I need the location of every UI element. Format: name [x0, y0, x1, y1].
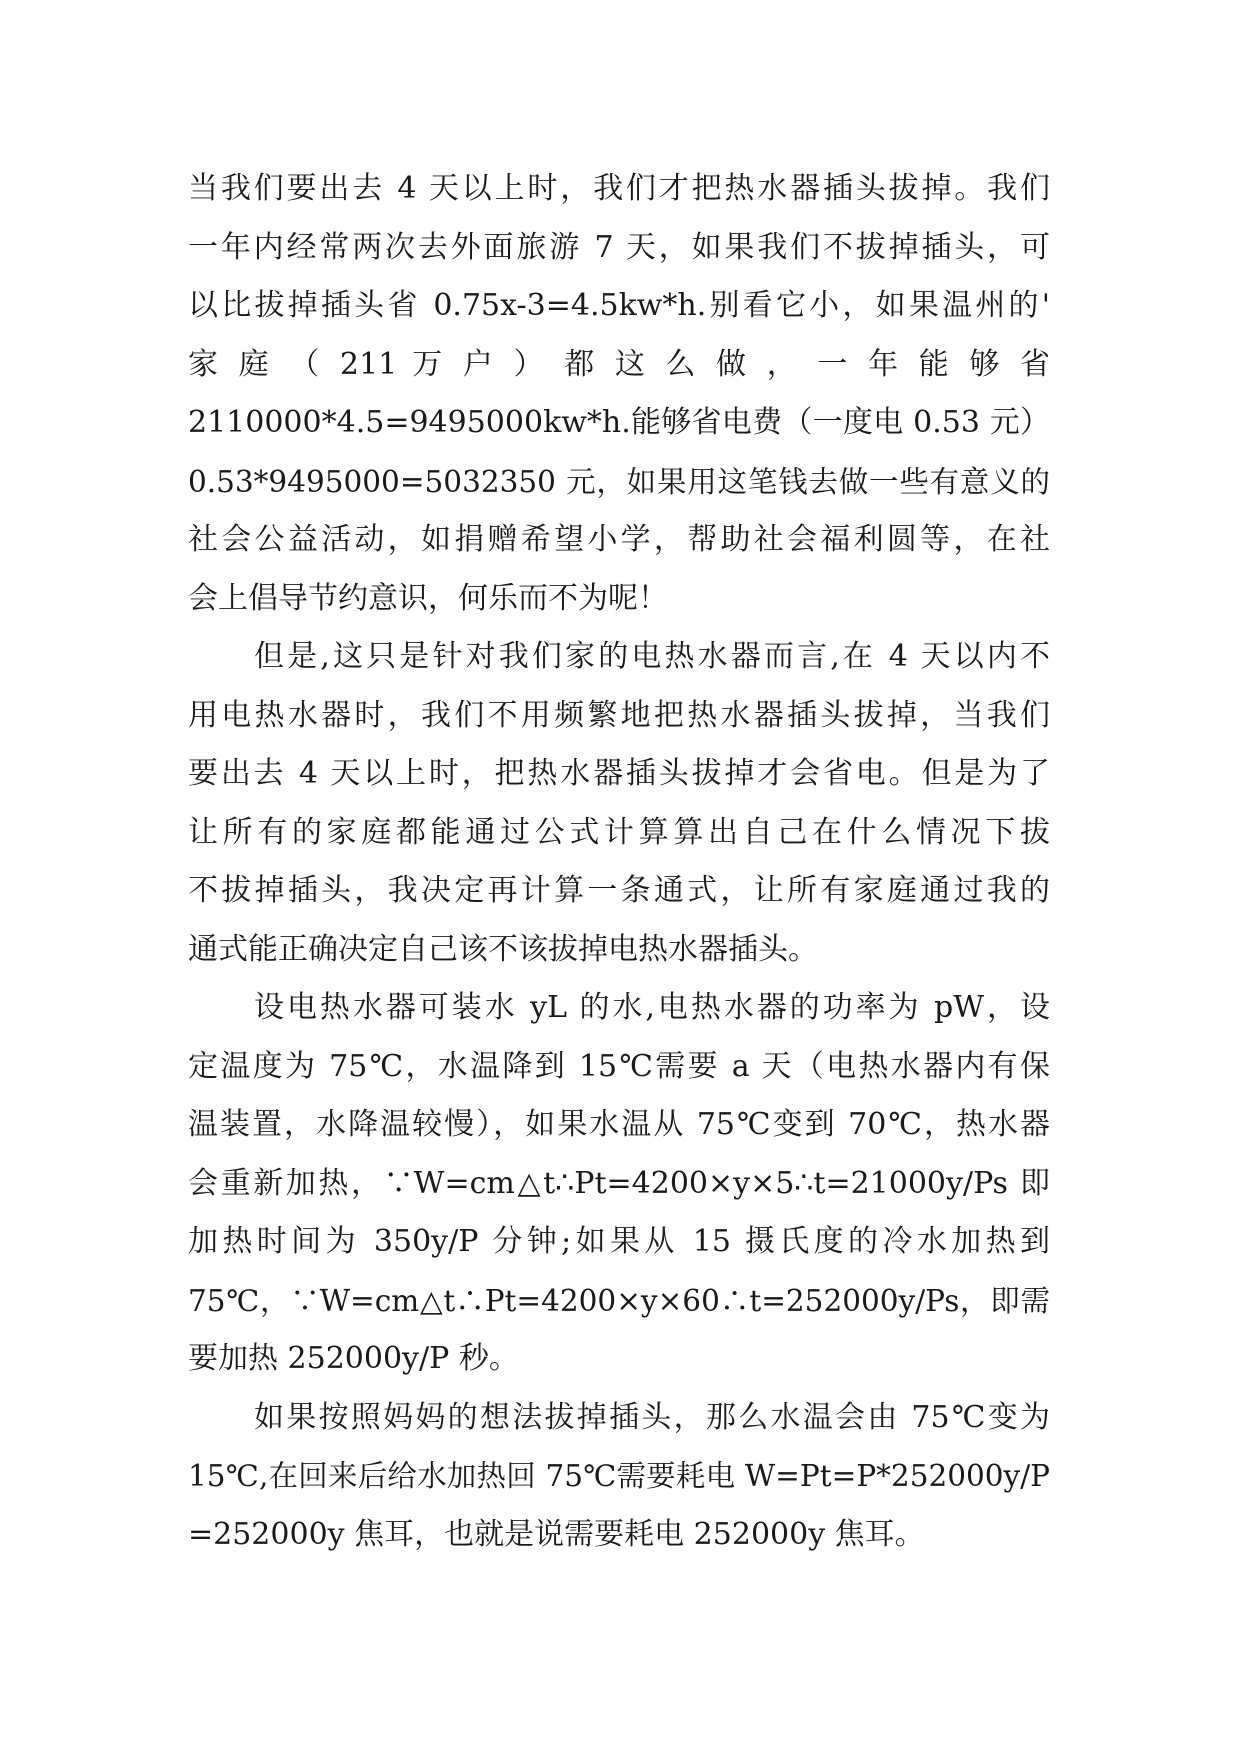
paragraph-general-formula-intro [188, 628, 1050, 979]
text-line: 不拔掉插头，我决定再计算一条通式，让所有家庭通过我的 [188, 873, 1050, 908]
text-line: 要出去 4 天以上时，把热水器插头拔掉才会省电。但是为了 [188, 756, 1050, 791]
text-line: 15℃,在回来后给水加热回 75℃需要耗电 W=Pt=P*252000y/P [188, 1459, 1050, 1493]
paragraph-savings-calculation [188, 160, 1050, 628]
text-line: 温装置，水降温较慢），如果水温从 75℃变到 70℃，热水器 [188, 1107, 1050, 1142]
text-line: 2110000*4.5=9495000kw*h.能够省电费（一度电 0.53 元） [188, 405, 1050, 440]
text-line: 当我们要出去 4 天以上时，我们才把热水器插头拔掉。我们 [188, 171, 1050, 206]
text-line: 75℃，∵W=cm△t∴Pt=4200×y×60∴t=252000y/Ps，即需 [188, 1283, 1050, 1318]
text-line: 会重新加热，∵W=cm△t∴Pt=4200×y×5∴t=21000y/Ps 即 [188, 1165, 1050, 1201]
text-line: 0.53*9495000=5032350 元，如果用这笔钱去做一些有意义的 [188, 464, 1050, 499]
text-line: 社会公益活动，如捐赠希望小学，帮助社会福利圆等，在社 [188, 522, 1050, 557]
text-line: 一年内经常两次去外面旅游 7 天，如果我们不拔掉插头，可 [188, 229, 1050, 265]
text-line: 定温度为 75℃，水温降到 15℃需要 a 天（电热水器内有保 [188, 1048, 1050, 1084]
text-line: 家 庭 （ 211 万 户 ） 都 这 么 做 ， 一 年 能 够 省 [188, 346, 1050, 382]
paragraph-heating-derivation [188, 979, 1050, 1389]
text-line: 要加热 252000y/P 秒。 [188, 1341, 519, 1376]
text-line: 以比拔掉插头省 0.75x-3=4.5kw*h.别看它小，如果温州的' [188, 288, 1050, 323]
text-line: 会上倡导节约意识，何乐而不为呢！ [188, 580, 668, 616]
paragraph-energy-consumption [188, 1389, 1050, 1565]
text-line: 如果按照妈妈的想法拔掉插头，那么水温会由 75℃变为 [254, 1399, 1050, 1435]
text-line: 让所有的家庭都能通过公式计算算出自己在什么情况下拔 [188, 814, 1050, 850]
text-line: 加热时间为 350y/P 分钟;如果从 15 摄氏度的冷水加热到 [188, 1224, 1050, 1259]
text-line: =252000y 焦耳，也就是说需要耗电 252000y 焦耳。 [188, 1516, 925, 1552]
text-line: 通式能正确决定自己该不该拔掉电热水器插头。 [188, 931, 818, 967]
document-body [188, 160, 1050, 1564]
text-line: 设电热水器可装水 yL 的水,电热水器的功率为 pW，设 [254, 990, 1050, 1025]
text-line: 但是,这只是针对我们家的电热水器而言,在 4 天以内不 [254, 639, 1050, 674]
text-line: 用电热水器时，我们不用频繁地把热水器插头拔掉，当我们 [188, 697, 1050, 733]
